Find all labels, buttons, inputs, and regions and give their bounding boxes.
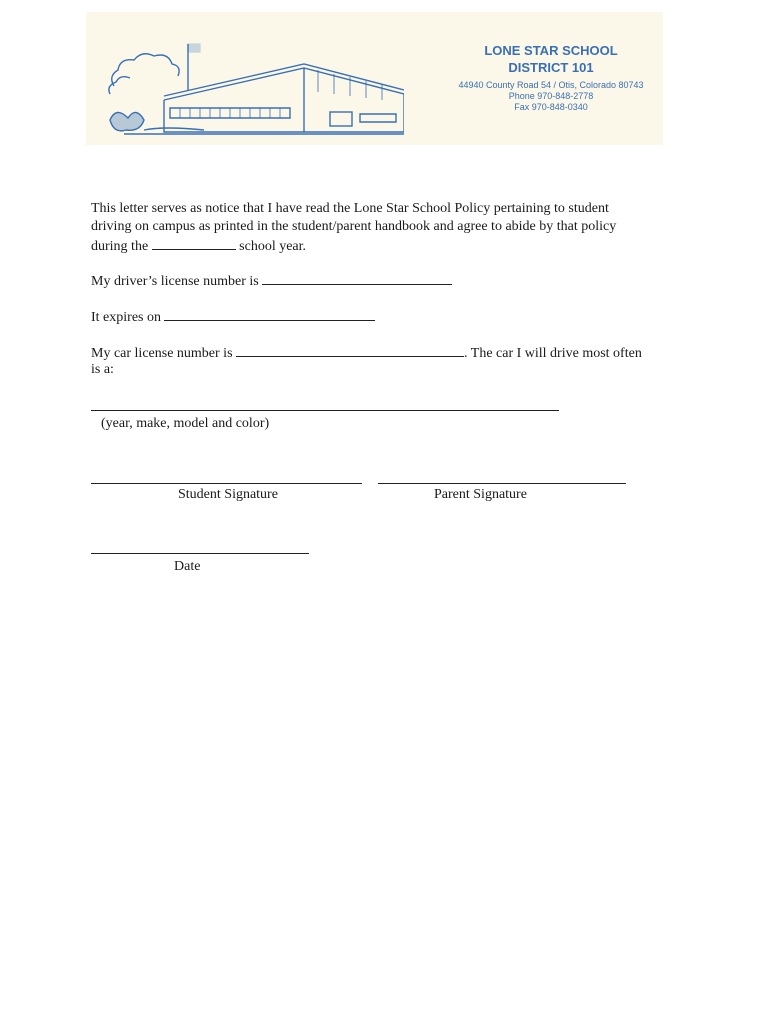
drivers-license-field[interactable] [262,271,452,285]
car-license-field[interactable] [236,343,464,357]
student-signature-field[interactable] [91,483,362,484]
car-label-continued: . The car I will drive most often [464,346,642,361]
parent-signature-label: Parent Signature [434,487,527,502]
car-license-row [91,343,642,363]
school-name-line2: DISTRICT 101 [508,60,594,75]
school-phone: Phone 970-848-2778 [508,91,594,101]
drivers-license-row [91,271,452,291]
car-label-is-a: is a: [91,362,114,377]
intro-line-3 [91,236,306,256]
intro-line-1: This letter serves as notice that I have read the Lone Star School Policy pertaining to student [91,201,609,216]
school-fax: Fax 970-848-0340 [514,102,588,112]
date-label: Date [174,559,201,574]
intro-line-3-post: school year. [239,239,307,254]
vehicle-description-caption: (year, make, model and color) [101,416,270,431]
date-field[interactable] [91,553,309,554]
school-address: 44940 County Road 54 / Otis, Colorado 80743 [458,80,644,90]
school-year-field[interactable] [152,236,236,250]
intro-line-3-pre: during the [91,239,149,254]
school-contact-block [441,42,661,113]
expiration-date-field[interactable] [164,307,375,321]
school-building-illustration [104,34,404,139]
drivers-license-label: My driver’s license number is [91,274,259,289]
vehicle-description-field[interactable] [91,410,559,411]
school-name-line1: LONE STAR SCHOOL [484,43,618,58]
letterhead [86,12,663,145]
intro-line-2: driving on campus as printed in the student/parent handbook and agree to abide by that policy [91,219,617,234]
parent-signature-field[interactable] [378,483,626,484]
expires-label: It expires on [91,310,161,325]
student-signature-label: Student Signature [178,487,278,502]
expires-row [91,307,375,327]
car-license-label: My car license number is [91,346,233,361]
